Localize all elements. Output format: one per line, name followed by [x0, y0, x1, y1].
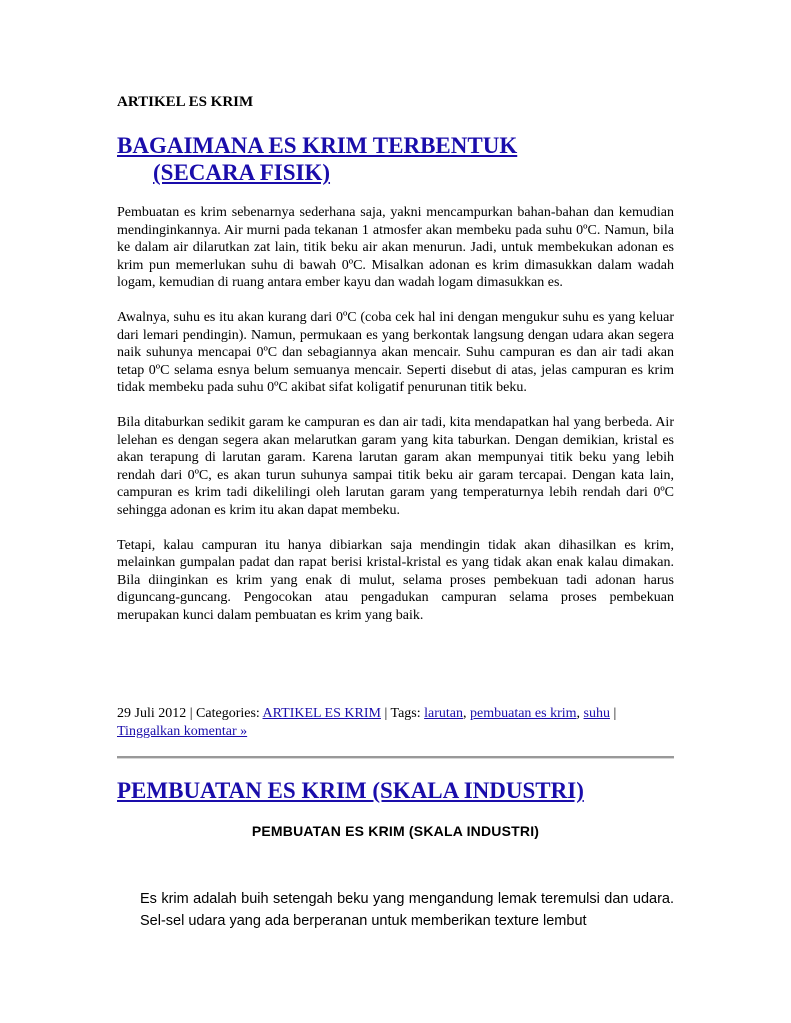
- meta-separator: |: [610, 706, 617, 721]
- post-date: 29 Juli 2012: [117, 706, 187, 721]
- post-meta: [117, 705, 674, 741]
- post-title-line-2[interactable]: (SECARA FISIK): [153, 160, 331, 185]
- paragraph-4: Tetapi, kalau campuran itu hanya dibiarkan saja mendingin tidak akan dihasilkan es krim, melainkan gumpalan padat dan rapat berisi kristal-kristal es yang tidak akan enak kalau dimakan. Bila diinginkan es krim yang enak di mulut, selama proses pembekuan tadi adonan harus diguncang-guncang. Pengocokan atau pengadukan campuran selama proses pembekuan merupakan kunci dalam pembuatan es krim yang baik.: [117, 537, 674, 623]
- tag-link-pembuatan-es-krim[interactable]: pembuatan es krim: [470, 706, 577, 721]
- post-2-paragraph: Es krim adalah buih setengah beku yang mengandung lemak teremulsi dan udara. Sel-sel udara yang ada berperanan untuk memberikan texture lembut: [140, 891, 674, 929]
- meta-separator: | Tags:: [380, 706, 425, 721]
- post-body: [117, 204, 674, 641]
- post-2-title-link[interactable]: PEMBUATAN ES KRIM (SKALA INDUSTRI): [117, 778, 584, 803]
- post-title-line-1[interactable]: BAGAIMANA ES KRIM TERBENTUK: [117, 133, 518, 158]
- post-title-link[interactable]: [117, 132, 517, 186]
- leave-comment-link[interactable]: Tinggalkan komentar »: [117, 724, 248, 739]
- tag-separator: ,: [576, 706, 584, 721]
- post-2-sub-heading: PEMBUATAN ES KRIM (SKALA INDUSTRI): [251, 823, 540, 839]
- tag-link-larutan[interactable]: larutan: [424, 706, 464, 721]
- section-label: ARTIKEL ES KRIM: [117, 94, 254, 110]
- paragraph-1: Pembuatan es krim sebenarnya sederhana saja, yakni mencampurkan bahan-bahan dan kemudian mendinginkannya. Air murni pada tekanan 1 atmosfer akan membeku pada suhu 0ºC. Namun, bila ke dalam air dilarutkan zat lain, titik beku air akan menurun. Jadi, untuk membekukan adonan es krim pun memerlukan suhu di bawah 0ºC. Misalkan adonan es krim dimasukkan dalam wadah logam, kemudian di ruang antara ember kayu dan wadah logam dimasukkan es.: [117, 205, 674, 291]
- tag-link-suhu[interactable]: suhu: [583, 706, 610, 721]
- paragraph-3: Bila ditaburkan sedikit garam ke campuran es dan air tadi, kita mendapatkan hal yang berbeda. Air lelehan es dengan segera akan melarutkan garam yang kita taburkan. Dengan demikian, kristal es akan terapung di larutan garam. Karena larutan garam akan mempunyai titik beku yang lebih rendah dari 0ºC, es akan turun suhunya sampai titik beku air garam tercapai. Dengan kata lain, campuran es krim tadi dikelilingi oleh larutan garam yang temperaturnya lebih rendah dari 0ºC sehingga adonan es krim itu akan dapat membeku.: [117, 414, 674, 518]
- tag-separator: ,: [463, 706, 471, 721]
- category-link[interactable]: ARTIKEL ES KRIM: [262, 706, 381, 721]
- post-divider: [117, 756, 674, 759]
- paragraph-2: Awalnya, suhu es itu akan kurang dari 0ºC (coba cek hal ini dengan mengukur suhu es yang keluar dari lemari pendingin). Namun, permukaan es yang berkontak langsung dengan udara akan segera naik suhunya mencapai 0ºC dan sebagiannya akan mencair. Suhu campuran es dan air tadi akan tetap 0ºC selama esnya belum semuanya mencair. Seperti disebut di atas, jelas campuran es krim tidak membeku pada suhu 0ºC akibat sifat koligatif penurunan titik beku.: [117, 309, 674, 396]
- meta-separator: | Categories:: [186, 706, 263, 721]
